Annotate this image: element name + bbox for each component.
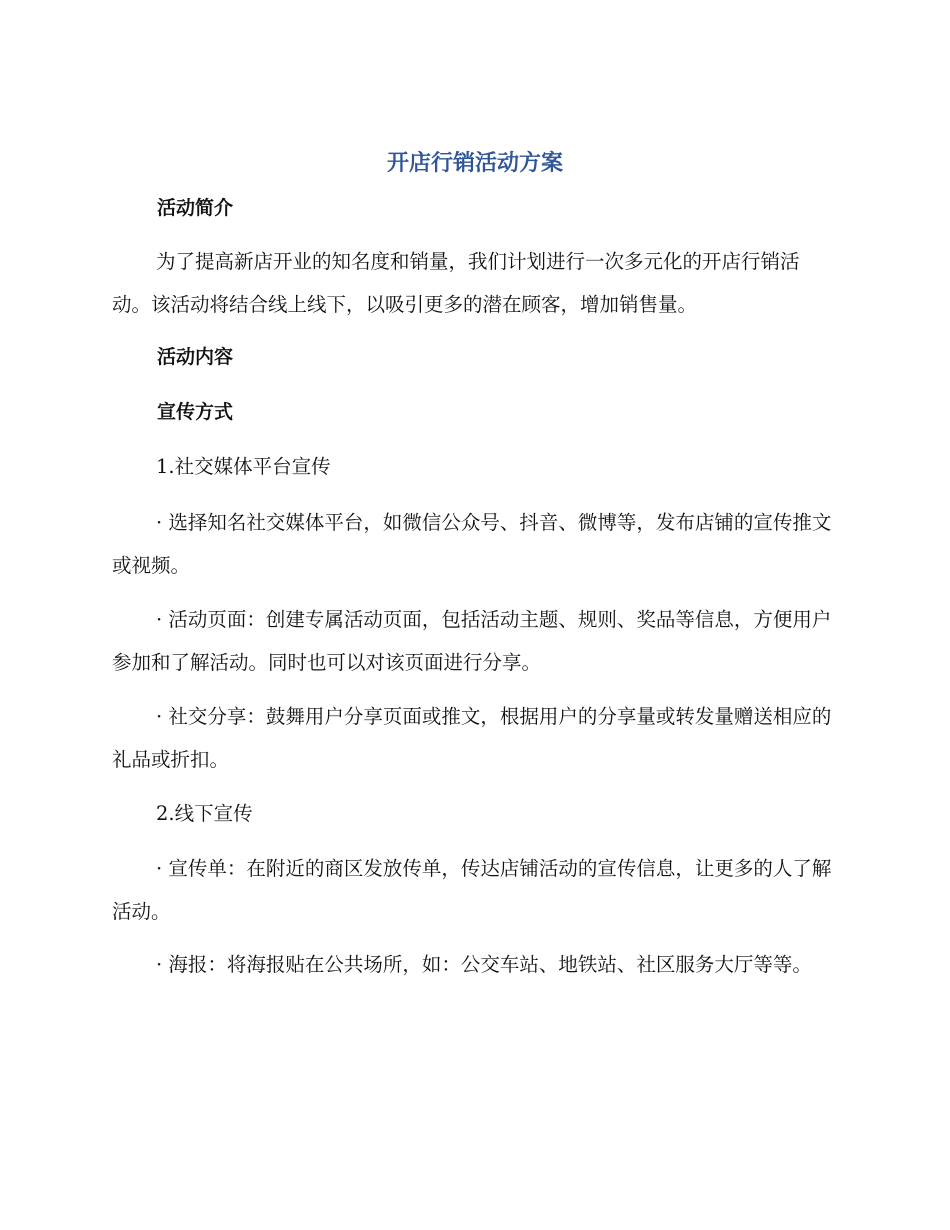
item-social-media-title: 1.社交媒体平台宣传 xyxy=(156,455,331,478)
heading-activity-intro: 活动简介 xyxy=(157,197,234,219)
heading-activity-content: 活动内容 xyxy=(157,346,234,368)
bullet-posters: · 海报：将海报贴在公共场所，如：公交车站、地铁站、社区服务大厅等等。 xyxy=(156,953,812,976)
bullet-social-sharing: · 社交分享：鼓舞用户分享页面或推文，根据用户的分享量或转发量赠送相应的礼品或折扣。 xyxy=(112,705,832,771)
paragraph-activity-intro: 为了提高新店开业的知名度和销量，我们计划进行一次多元化的开店行销活动。该活动将结合线上线下，以吸引更多的潜在顾客，增加销售量。 xyxy=(112,250,800,316)
item-offline-promotion-title: 2.线下宣传 xyxy=(156,802,253,825)
bullet-activity-page: · 活动页面：创建专属活动页面，包括活动主题、规则、奖品等信息，方便用户参加和了解活动。同时也可以对该页面进行分享。 xyxy=(112,608,832,674)
document-title: 开店行销活动方案 xyxy=(386,151,563,176)
heading-promotion-methods: 宣传方式 xyxy=(157,401,234,423)
bullet-flyers: · 宣传单：在附近的商区发放传单，传达店铺活动的宣传信息，让更多的人了解活动。 xyxy=(112,857,832,923)
bullet-social-media-platforms: · 选择知名社交媒体平台，如微信公众号、抖音、微博等，发布店铺的宣传推文或视频。 xyxy=(112,511,832,577)
